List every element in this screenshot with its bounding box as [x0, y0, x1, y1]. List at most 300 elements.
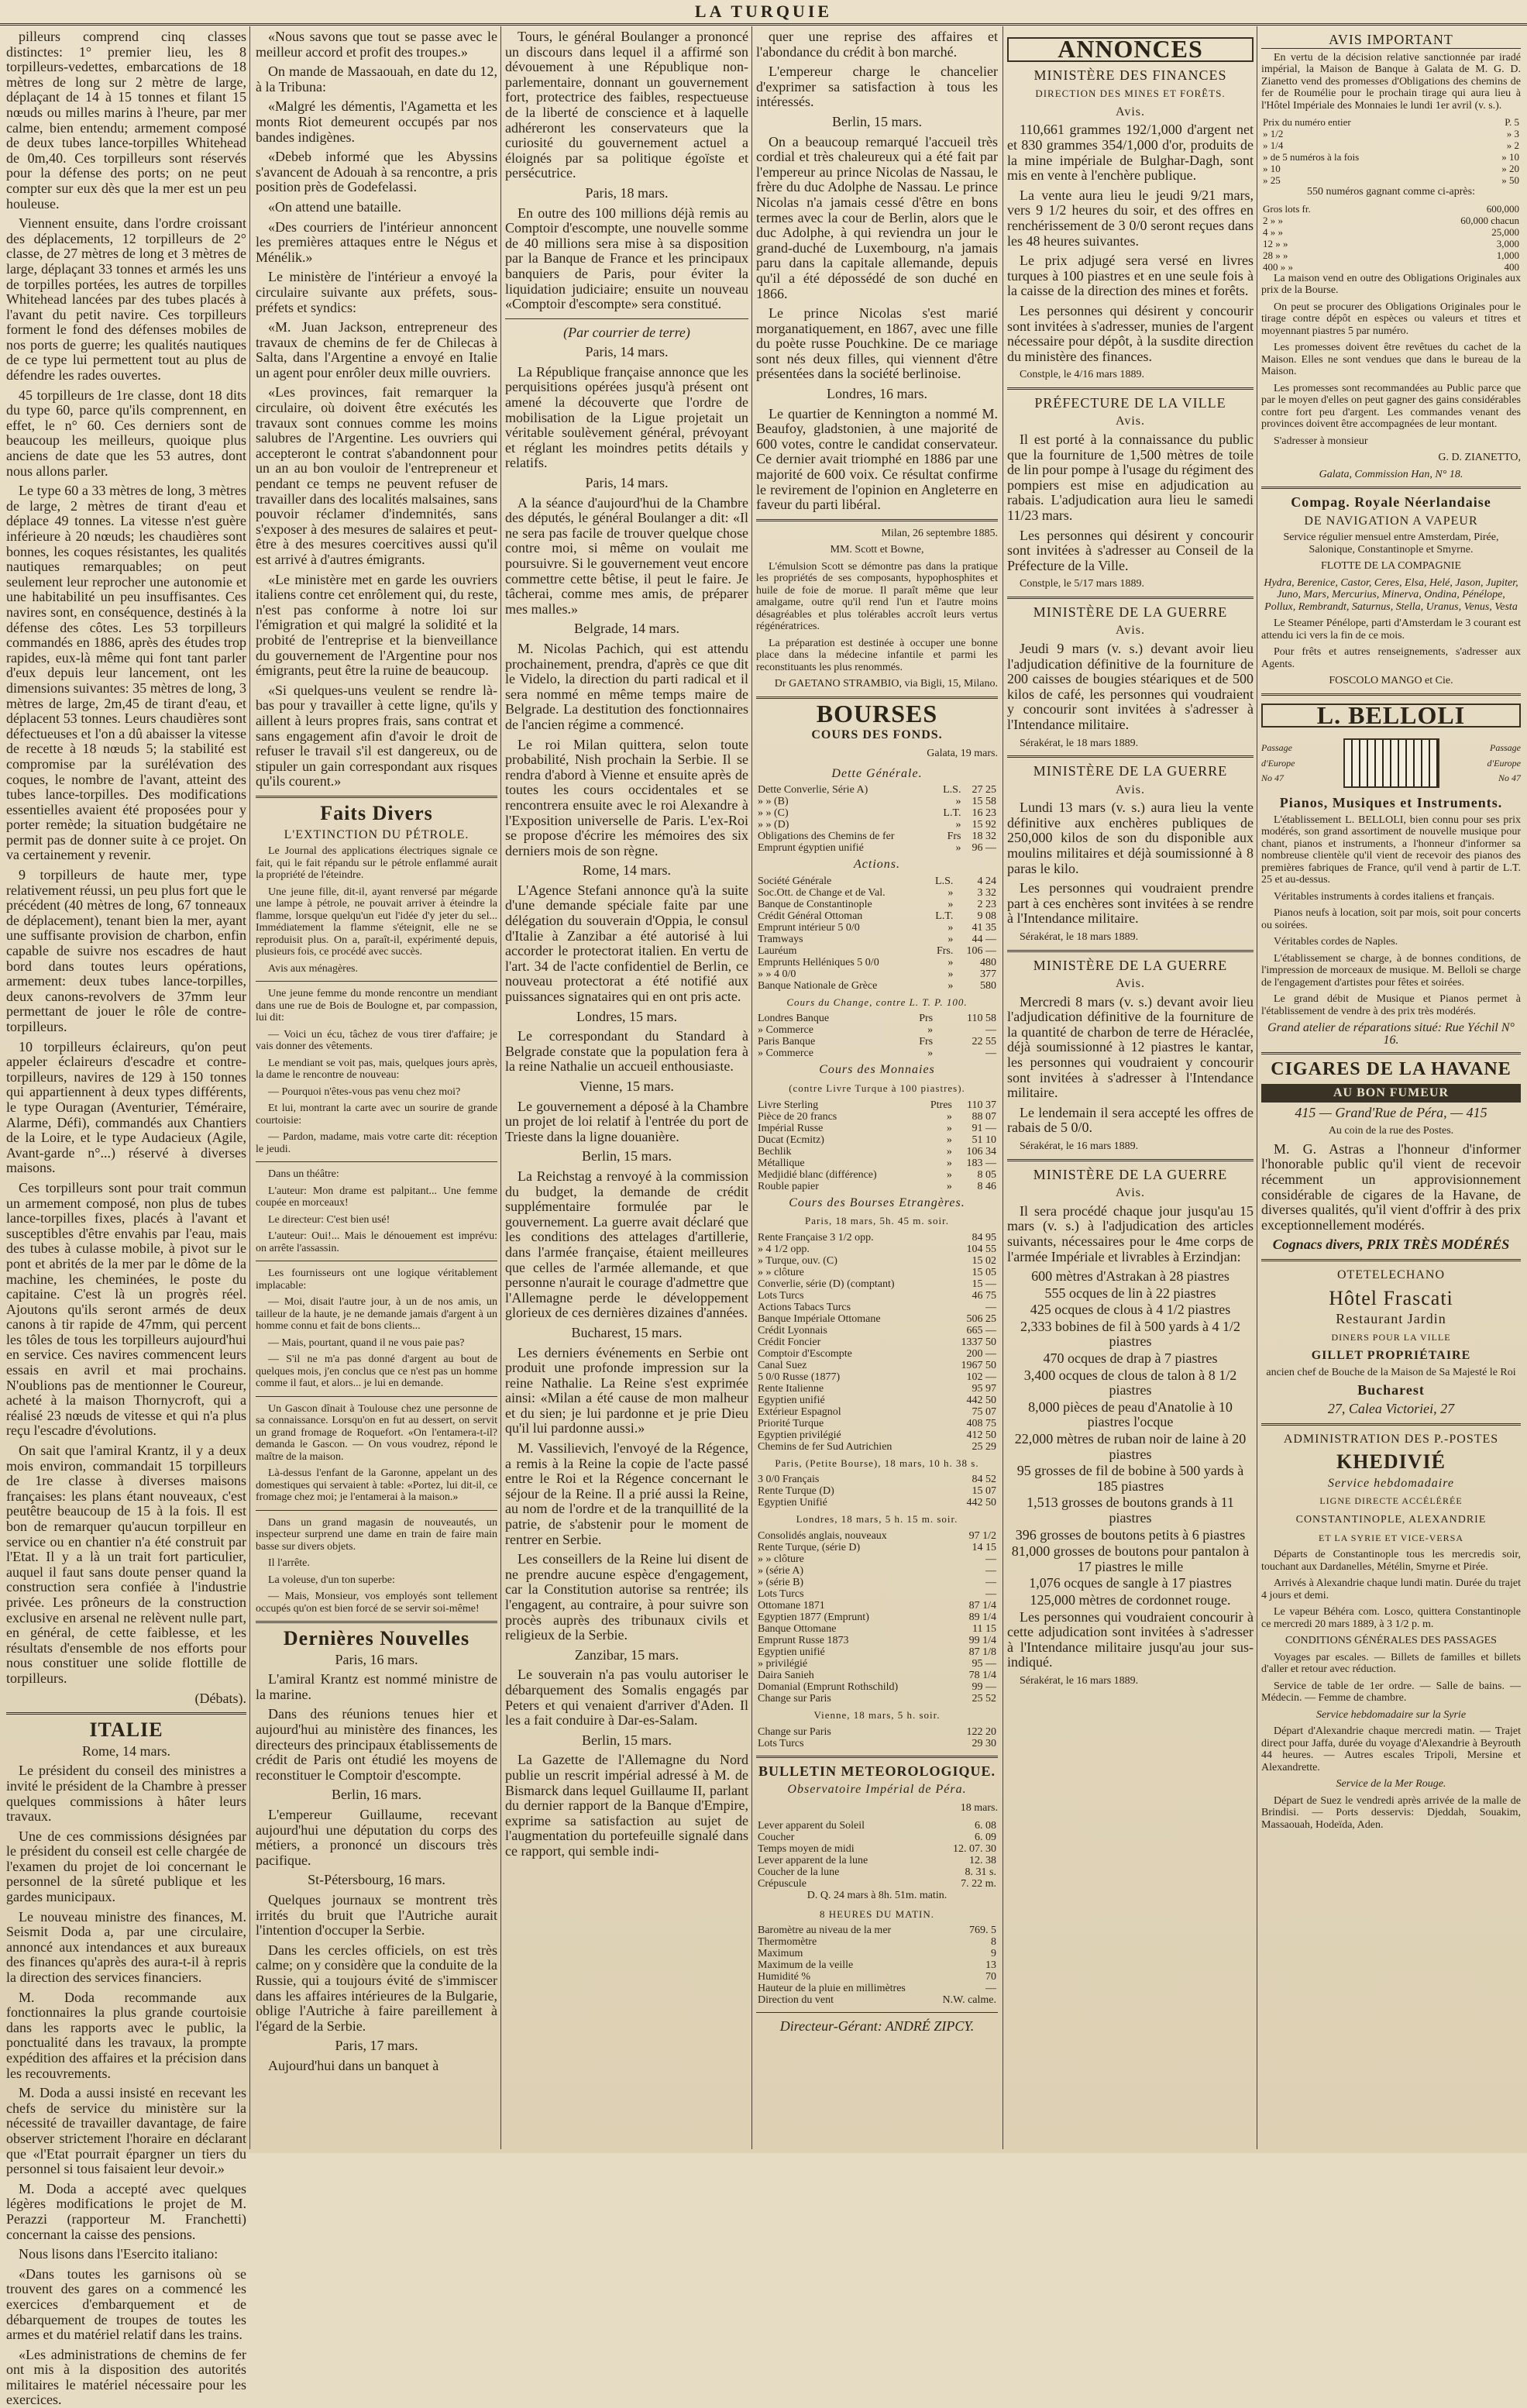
dette-table	[756, 784, 998, 854]
table-value-cell: 15 —	[972, 1278, 996, 1290]
etrangeres-row	[756, 1348, 998, 1360]
table-value-cell: —	[985, 1564, 996, 1577]
table-value-cell: 104 55	[966, 1243, 996, 1255]
table-subheading: 8 HEURES DU MATIN.	[820, 1907, 934, 1920]
table-value-cell: Ptres	[930, 1099, 952, 1111]
table-value-cell: 106 —	[966, 944, 996, 957]
advert-subheading: Service de la Mer Rouge.	[1336, 1778, 1446, 1791]
moon-phase: D. Q. 24 mars à 8h. 51m. matin.	[806, 1890, 947, 1902]
table-value-cell: 3,000	[1496, 237, 1519, 249]
table-value-cell: 22 55	[972, 1036, 996, 1048]
table-value-cell: Frs	[919, 1036, 934, 1048]
price-row	[1261, 128, 1521, 139]
advert-address: 27, Calea Victoriei, 27	[1327, 1400, 1455, 1416]
article-paragraph: — S'il ne m'a pas donné d'argent au bout de quelques mois, j'en conclus que ce n'est pas un homme comme il faut, et alors... je lui en demande.	[256, 1354, 497, 1390]
supply-item: 95 grosses de fil de bobine à 500 yards à 185 piastres	[1016, 1463, 1244, 1494]
table-label-cell: Direction du vent	[758, 1994, 834, 2007]
monnaies-row	[756, 1158, 998, 1169]
table-label-cell: » 25	[1263, 174, 1281, 187]
table-value-cell: »	[947, 886, 954, 899]
table-value-cell: Frs.	[936, 944, 954, 957]
etrangeres-table	[756, 1232, 998, 1453]
table-label-cell: Maximum de la veille	[758, 1959, 854, 1972]
section-heading-meteo: BULLETIN METEOROLOGIQUE.	[758, 1763, 996, 1779]
column-depeches	[505, 29, 748, 2145]
petite-bourse-row	[756, 1474, 998, 1485]
vienne-row	[756, 1738, 998, 1749]
advert-heading-belloli: L. BELLOLI	[1261, 703, 1521, 728]
table-label-cell: » Commerce	[758, 1047, 813, 1060]
table-label-cell: » Commerce	[758, 1024, 813, 1037]
advert-paragraph: L'établissement L. BELLOLI, bien connu pour ses prix modérés, son grand assortiment de nouvelle musique pour chant, pianos et instruments, a l'honneur d'informer sa nombreuse clientèle qu'il vient de recevoir des pianos des premières fabriques de France, qu'il vend à partir de L.T. 25 et au-dessus.	[1261, 814, 1521, 886]
table-value-cell: »	[946, 1157, 952, 1169]
actions-row	[756, 910, 998, 922]
actions-row	[756, 899, 998, 910]
dateline: Zanzibar, 15 mars.	[574, 1646, 679, 1663]
article-paragraph: Tours, le général Boulanger a prononcé un discours dans lequel il a affirmé son dévouement à une République non-parlementaire, donnant un gouvernement fort, protectrice des faibles, respectueuse de la liberté de conscience et à laquelle adhéreront les conservateurs que la curiosité du gouvernement actuel a éloignés par sa politique égoïste et persécutrice.	[505, 29, 748, 181]
article-paragraph: Dans un théâtre:	[268, 1168, 339, 1181]
table-label-cell: Converlie, série (D) (comptant)	[758, 1278, 895, 1290]
londres-row	[756, 1623, 998, 1635]
table-label-cell: Pièce de 20 francs	[758, 1110, 837, 1123]
section-heading-bourses: BOURSES	[816, 699, 938, 728]
table-value-cell: 506 25	[966, 1312, 996, 1325]
table-value-cell: 480	[980, 956, 996, 968]
londres-row	[756, 1693, 998, 1705]
advert-paragraph: Les promesses doivent être revêtues du cachet de la Maison. Elles ne sont vendues que dans le bureau de la Maison.	[1261, 342, 1521, 378]
londres-row	[756, 1670, 998, 1681]
table-label-cell: Métallique	[758, 1157, 805, 1169]
notice-paragraph: Il sera procédé chaque jour jusqu'au 15 mars (v. s.) à l'adjudication des articles suivants, nécessaires pour le 4me corps de l'armée Impériale et livrables à Erzindjan:	[1007, 1202, 1254, 1264]
table-label-cell: Canal Suez	[758, 1359, 807, 1371]
article-paragraph: Aujourd'hui dans un banquet à	[268, 2057, 439, 2073]
price-row	[1261, 116, 1521, 128]
dateline: Paris, 16 mars.	[335, 1651, 418, 1667]
table-label-cell: Maximum	[758, 1948, 803, 1960]
article-paragraph: Le directeur: C'est bien usé!	[268, 1213, 390, 1226]
table-subheading: Vienne, 18 mars, 5 h. soir.	[813, 1708, 941, 1721]
table-value-cell: 110 58	[967, 1013, 996, 1025]
table-value-cell: »	[947, 968, 954, 980]
supply-item: 8,000 pièces de peau d'Anatolie à 10 piastres l'ocque	[1028, 1398, 1233, 1430]
table-value-cell: 60,000 chacun	[1460, 214, 1519, 226]
etrangeres-row	[756, 1290, 998, 1302]
table-label-cell: Egyptien privilégié	[758, 1429, 841, 1441]
change-table	[756, 1013, 998, 1059]
etrangeres-row	[756, 1360, 998, 1371]
advert-paragraph: Véritables instruments à cordes italiens et français.	[1274, 890, 1494, 903]
meteo-row	[756, 1843, 998, 1855]
table-value-cell: 16 23	[972, 807, 996, 820]
fleet-list: Hydra, Berenice, Castor, Ceres, Elsa, Helé, Jason, Jupiter, Juno, Mars, Mercurius, Minerva, Ondina, Pénélope, Pollux, Rembrandt, Saturnus, Stella, Uranus, Venus, Vesta	[1264, 576, 1518, 613]
table-value-cell: L.T.	[935, 910, 954, 922]
article-paragraph: Ces torpilleurs sont pour trait commun un armement composé, non plus de tubes lance-torpilles fixes, placés à l'avant et susceptibles d'être envahis par l'eau, mais des tubes à culasse mobile, à pivot sur le pont et abrités de la mer par le dôme de la machine, les cheminées, le poste du capitaine. C'est là un progrès réel. Ajoutons qu'ils seront armés de deux canons à tir rapide de 47mm, qui percent les tôles de tous les torpilleurs aujourd'hui en service. Ces navires commencent leurs essais en avril et mai prochains. N'oublions pas de mentionner le Coureur, acheté à la maison Thornycroft, qui a réalisé 23 nœuds de vitesse et qui n'a plus reçu l'escadre d'évolutions.	[6, 1179, 246, 1439]
table-value-cell: 15 58	[972, 796, 996, 808]
notice-date: Constple, le 5/17 mars 1889.	[1020, 578, 1144, 590]
article-paragraph: Une de ces commissions désignées par le président du conseil est celle chargée de l'examen du projet de loi concernant le personnel de la sûreté publique et les gardes municipaux.	[6, 1828, 246, 1905]
advert-paragraph: Arrivés à Alexandrie chaque lundi matin. Durée du trajet 4 jours et demi.	[1261, 1577, 1521, 1601]
supply-item: 470 ocques de drap à 7 piastres	[1043, 1350, 1218, 1367]
article-paragraph: Le président du conseil des ministres a invité le président de la Chambre à presser quelques commissions à hâter leurs travaux.	[6, 1763, 246, 1825]
table-label-cell: 400 » »	[1263, 260, 1293, 273]
matin-row	[756, 1925, 998, 1936]
lots-row	[1261, 261, 1521, 273]
dateline: Berlin, 16 mars.	[332, 1787, 421, 1803]
table-label-cell: » Turque, ouv. (C)	[758, 1254, 837, 1267]
matin-row	[756, 1936, 998, 1948]
table-label-cell: Egyptien 1877 (Emprunt)	[758, 1611, 869, 1623]
supply-item: 1,076 ocques de sangle à 17 piastres	[1029, 1575, 1232, 1591]
article-paragraph: quer une reprise des affaires et l'abondance du crédit à bon marché.	[756, 29, 998, 60]
table-value-cell: »	[947, 979, 954, 992]
article-paragraph: Là-dessus l'enfant de la Garonne, appelant un des domestiques qui servaient à table: «Portez, lui dit-il, ce fromage chez moi; je l'entamerai à la maison.»	[256, 1467, 497, 1504]
article-paragraph: M. Doda recommande aux fonctionnaires la plus grande courtoisie dans les rapports avec le public, la ponctualité dans les travaux, la prompte expédition des affaires et la précision dans les recouvrements.	[6, 1989, 246, 2081]
table-subheading: Londres, 18 mars, 5 h. 15 m. soir.	[796, 1513, 958, 1526]
notice-paragraph: Lundi 13 mars (v. s.) aura lieu la vente définitive aux enchères publiques de 250,000 kilos de son du disponible aux moulins militaires et déjà soumissionné à 8 paras le kilo.	[1007, 800, 1254, 876]
dette-row	[756, 784, 998, 796]
notice-heading: MINISTÈRE DES FINANCES	[1033, 67, 1227, 83]
table-label-cell: Banque Impériale Ottomane	[758, 1312, 881, 1325]
table-label-cell: » privilégié	[758, 1657, 808, 1670]
table-value-cell: »	[946, 1122, 952, 1134]
article-paragraph: Le souverain n'a pas voulu autoriser le débarquement des Somalis engagés par Peters et qui venaient d'arriver d'Aden. Il les a fait conduire à Dar-es-Salam.	[505, 1667, 748, 1729]
matin-row	[756, 1994, 998, 2006]
monnaies-row	[756, 1181, 998, 1192]
advert-paragraph: On peut se procurer des Obligations Originales pour le tirage contre dépôt en espèces ou valeurs et titres et moyennant piastres 5 par numéro.	[1261, 301, 1521, 337]
etrangeres-row	[756, 1418, 998, 1429]
lots-table	[1261, 203, 1521, 273]
advert-paragraph: Les promesses sont recommandées au Public parce que par le moyen d'elles on peut gagner des gains considérables contre fort peu d'argent. Les commandes venant des provinces doivent être accompagnées de leur montant.	[1261, 382, 1521, 431]
section-divider	[1261, 1423, 1521, 1426]
table-value-cell: 41 35	[972, 921, 996, 934]
article-paragraph: Un Gascon dînait à Toulouse chez une personne de sa connaissance. Lorsqu'on en fut au dessert, on servit un grand fromage de Roquefort. «On l'entamera-t-il? demanda le Gascon. — On vous voudrez, répond le maître de la maison.	[256, 1402, 497, 1463]
table-value-cell: 13	[985, 1959, 996, 1972]
notice-avis: Avis.	[1115, 415, 1146, 428]
advert-subheading: AU BON FUMEUR	[1261, 1084, 1521, 1103]
londres-row	[756, 1577, 998, 1588]
advert-paragraph: Grand atelier de réparations situé: Rue Yéchil N° 16.	[1267, 1021, 1515, 1047]
notice-heading: MINISTÈRE DE LA GUERRE	[1033, 763, 1228, 779]
table-value-cell: L.T.	[943, 807, 961, 820]
table-value-cell: 25 29	[972, 1440, 996, 1453]
divider	[256, 981, 497, 982]
table-label-cell: Lots Turcs	[758, 1588, 804, 1600]
article-paragraph: Il l'arrête.	[268, 1557, 310, 1570]
notice-heading: MINISTÈRE DE LA GUERRE	[1033, 957, 1228, 973]
notice-subheading: DIRECTION DES MINES ET FORÊTS.	[1035, 88, 1226, 100]
table-label-cell: Crédit Lyonnais	[758, 1324, 827, 1336]
article-paragraph: — Mais, pourtant, quand il ne vous paie pas?	[268, 1336, 465, 1349]
table-value-cell: »	[927, 1047, 934, 1060]
advert-paragraph: Départ de Suez le vendredi après arrivée de la malle de Brindisi. — Ports desservis: Djeddah, Souakim, Massaouah, Hodeïda, Aden.	[1261, 1794, 1521, 1831]
piano-icon	[1343, 738, 1439, 788]
advert-heading-khedivie: KHEDIVIÉ	[1336, 1450, 1446, 1474]
article-paragraph: Le prince Nicolas s'est marié morganatiquement, en 1867, avec une fille du poète russe Pouchkine. De ce mariage sont nés deux filles, qui viennent d'être présentées dans la société berlinoise.	[756, 305, 998, 382]
article-paragraph: «Dans toutes les garnisons où se trouvent des gares on a commencé les exercices d'embarquement et de débarquement de troupes de toutes les armes et du matériel relatif dans les trains.	[6, 2265, 246, 2343]
etrangeres-row	[756, 1302, 998, 1313]
etrangeres-row	[756, 1325, 998, 1336]
article-paragraph: «Des courriers de l'intérieur annoncent les premières attaques entre le Négus et Ménélik.»	[256, 218, 497, 265]
table-value-cell: » 3	[1506, 128, 1519, 140]
supply-item: 396 grosses de boutons petits à 6 piastres	[1015, 1526, 1246, 1543]
dateline: Belgrade, 14 mars.	[574, 621, 679, 637]
table-label-cell: 5 0/0 Russe (1877)	[758, 1371, 841, 1383]
advert-heading-hotel: Hôtel Frascati	[1329, 1286, 1453, 1309]
article-paragraph: Dans un grand magasin de nouveautés, un inspecteur surprend une dame en train de faire main basse sur divers objets.	[256, 1516, 497, 1553]
advert-paragraph: Cognacs divers, PRIX TRÈS MODÉRÉS	[1272, 1237, 1510, 1253]
dette-row	[756, 842, 998, 854]
table-value-cell: 95 97	[972, 1382, 996, 1395]
table-value-cell: —	[985, 1576, 996, 1588]
dateline: 18 mars.	[960, 1801, 998, 1814]
dateline: Berlin, 15 mars.	[582, 1732, 672, 1748]
table-value-cell: 442 50	[966, 1497, 996, 1509]
table-heading: Cours des Bourses Etrangères.	[789, 1195, 965, 1209]
supply-item: 600 mètres d'Astrakan à 28 piastres	[1031, 1268, 1230, 1285]
article-paragraph: Les derniers événements en Serbie ont produit une profonde impression sur la reine Nathalie. La Reine s'est exprimée ainsi: «Milan a été cause de mon malheur et du sien; je lui pardonne et je prie Dieu qu'il lui pardonne aussi.»	[505, 1344, 748, 1436]
article-paragraph: 45 torpilleurs de 1re classe, dont 18 dits du type 60, parce qu'ils comprennent, en effet, le n° 60. Ces derniers sont de beaucoup les meilleurs, quoique plus anciens de date que les 53 autres, dont nous allons parler.	[6, 387, 246, 479]
table-label-cell: » » clôture	[758, 1266, 804, 1278]
meteo-row	[756, 1878, 998, 1890]
advert-address: 415 — Grand'Rue de Péra, — 415	[1295, 1104, 1487, 1120]
londres-row	[756, 1553, 998, 1565]
article-paragraph: L'auteur: Mon drame est palpitant... Une femme coupée en morceaux!	[256, 1185, 497, 1209]
advert-subheading: LIGNE DIRECTE ACCÉLÉRÉE	[1319, 1495, 1463, 1507]
article-paragraph: Le quartier de Kennington a nommé M. Beaufoy, gladstonien, à une majorité de 600 votes, contre le candidat conservateur. Ce dernier avait triomphé en 1886 par une majorité de 600 voix. Ce résultat confirme le revirement de l'opinion en Angleterre en faveur du parti libéral.	[756, 405, 998, 513]
londres-row	[756, 1635, 998, 1646]
meteo-row	[756, 1832, 998, 1843]
table-label-cell: » » (C)	[758, 807, 789, 820]
advert-paragraph: Service de table de 1er ordre. — Salle de bains. — Médecin. — Femme de chambre.	[1261, 1680, 1521, 1705]
table-value-cell: 70	[985, 1971, 996, 1983]
table-value-cell: 15 02	[972, 1254, 996, 1267]
column-faits-divers	[256, 29, 497, 2145]
table-value-cell: »	[946, 1110, 952, 1123]
table-value-cell: 2 23	[977, 898, 996, 910]
article-paragraph: La République française annonce que les perquisitions opérées jusqu'à présent ont amené la découverte que l'ordre de mobilisation de la Ligue projetait un véritable soulèvement général, prévoyant et réglant les moindres petits détails y relatifs.	[505, 363, 748, 471]
article-paragraph: L'empereur Guillaume, recevant aujourd'hui une députation du corps des métiers, a prononcé un discours très pacifique.	[256, 1807, 497, 1868]
dateline: Paris, 14 mars.	[585, 475, 669, 491]
table-label-cell: » 4 1/2 opp.	[758, 1243, 810, 1255]
table-value-cell: —	[985, 1047, 996, 1060]
table-value-cell: 4 24	[977, 875, 996, 887]
lots-row	[1261, 215, 1521, 226]
price-row	[1261, 163, 1521, 174]
actions-row	[756, 934, 998, 945]
table-label-cell: Hauteur de la pluie en millimètres	[758, 1983, 906, 1995]
dateline: St-Pétersbourg, 16 mars.	[308, 1872, 445, 1888]
table-value-cell: 665 —	[966, 1324, 996, 1336]
advert-paragraph: Service régulier mensuel entre Amsterdam, Pirée, Salonique, Constantinople et Smyrne.	[1283, 531, 1499, 556]
table-label-cell: Lots Turcs	[758, 1737, 804, 1749]
section-divider	[756, 519, 998, 521]
section-divider	[1007, 387, 1254, 390]
londres-row	[756, 1681, 998, 1693]
table-value-cell: 1,000	[1496, 249, 1519, 261]
article-paragraph: «M. Juan Jackson, entrepreneur des travaux de chemins de fer de Chilecas à Salta, dans l'Argentine a envoyé en Italie un agent pour enrôler deux mille ouvriers.	[256, 319, 497, 380]
table-value-cell: 1337 50	[961, 1336, 996, 1348]
article-paragraph: En outre des 100 millions déjà remis au Comptoir d'escompte, une nouvelle somme de 40 millions sera mise à sa disposition par la Banque de France et les principaux banquiers de Paris, pour éviter la liquidation judiciaire; ensuite un nouveau «Comptoir d'escompte» sera constitué.	[505, 205, 748, 312]
londres-row	[756, 1600, 998, 1612]
table-label-cell: » 1/2	[1263, 128, 1284, 140]
table-value-cell: 408 75	[966, 1417, 996, 1429]
column-torpilleurs-italie	[6, 29, 246, 2408]
advert-paragraph: M. G. Astras a l'honneur d'informer l'honorable public qu'il vient de recevoir récemment un approvisionnement considérable de cigares de la Havane, de diverses qualités, qu'il vient d'offrir à des prix exceptionnellement modérés.	[1261, 1140, 1521, 1233]
article-paragraph: «Malgré les démentis, l'Agametta et les monts Riot demeurent occupés par nos bandes indigènes.	[256, 98, 497, 145]
notice-paragraph: 110,661 grammes 192/1,000 d'argent net et 830 grammes 354/1,000 d'or, produits de la mine impériale de Bulghar-Dagh, sont mis en vente à l'enchère publique.	[1007, 122, 1254, 184]
table-value-cell: 412 50	[966, 1429, 996, 1441]
article-paragraph: Quelques journaux se montrent très irrités du bruit que l'Autriche aurait l'intention d'occuper la Serbie.	[256, 1892, 497, 1938]
column-rule	[500, 26, 501, 2149]
notice-heading: MINISTÈRE DE LA GUERRE	[1033, 604, 1228, 620]
actions-row	[756, 945, 998, 957]
table-value-cell: 9 08	[977, 910, 996, 922]
londres-row	[756, 1612, 998, 1623]
price-table	[1261, 116, 1521, 186]
table-label-cell: Livre Sterling	[758, 1099, 819, 1111]
vienne-table	[756, 1726, 998, 1749]
article-source: (Débats).	[194, 1690, 246, 1706]
table-value-cell: 1967 50	[961, 1359, 996, 1371]
table-label-cell: Gros lots fr.	[1263, 202, 1311, 215]
notice-avis: Avis.	[1115, 1186, 1146, 1200]
table-label-cell: Société Générale	[758, 875, 832, 887]
article-paragraph: pilleurs comprend cinq classes distinctes: 1° premier lieu, les 8 torpilleurs-vedettes, embarcations de 18 mètres de long sur 2 mètre de large, déplaçant de 14 à 15 tonnes et filant 15 nœuds ou milles marins à l'heure, par mer calme, bien entendu; armement composé de deux tubes lance-torpilles Whitehead de 0m,40. Ces torpilleurs sont réservés pour la défense des ports; on ne peut compter sur eux dès que la mer est un peu houleuse.	[6, 29, 246, 212]
table-label-cell: Banque Nationale de Grèce	[758, 979, 878, 992]
article-paragraph: Le mendiant se voit pas, mais, quelques jours après, la dame le rencontre de nouveau:	[256, 1057, 497, 1082]
newspaper-title: LA TURQUIE	[694, 2, 833, 21]
londres-row	[756, 1658, 998, 1670]
etrangeres-row	[756, 1429, 998, 1441]
table-value-cell: 18 32	[972, 831, 996, 843]
table-label-cell: Extérieur Espagnol	[758, 1405, 841, 1418]
article-paragraph: — Moi, disait l'autre jour, à un de nos amis, un tailleur de la haute, je ne demande jamais d'argent à un homme connu et fait de bons clients...	[256, 1296, 497, 1333]
supply-item: 1,513 grosses de boutons grands à 11 piastres	[1027, 1495, 1234, 1526]
table-subheading: Paris, (Petite Bourse), 18 mars, 10 h. 38 s.	[775, 1457, 979, 1469]
meteo-table	[756, 1820, 998, 1890]
article-paragraph: Dans des réunions tenues hier et aujourd'hui au ministère des finances, les directeurs des principaux établissements de crédit de Paris ont étudié les moyens de reconstituer le Comptoir d'escompte.	[256, 1706, 497, 1783]
advert-paragraph: En vertu de la décision relative sanctionnée par iradé impérial, la Maison de Banque à Galata de M. G. D. Zianetto vend des promesses d'Obligations des chemins de fer de Roumélie pour le prochain tirage qui aura lieu à l'Hôtel Impériale des Monnaies le lundi 1er avril (v. s.).	[1261, 51, 1521, 112]
supply-item: 555 ocques de lin à 22 piastres	[1044, 1285, 1216, 1301]
matin-table	[756, 1925, 998, 2006]
article-paragraph: Une jeune femme du monde rencontre un mendiant dans une rue de Bois de Boulogne et, par compassion, lui dit:	[256, 988, 497, 1024]
table-value-cell: 442 50	[966, 1394, 996, 1406]
table-subheading: Paris, 18 mars, 5h. 45 m. soir.	[805, 1215, 949, 1227]
advert-subheading: ET LA SYRIE ET VICE-VERSA	[1318, 1532, 1463, 1543]
table-value-cell: 84 52	[972, 1474, 996, 1486]
table-heading: Cours des Monnaies	[819, 1063, 935, 1077]
table-value-cell: 15 05	[972, 1266, 996, 1278]
table-label-cell: 2 » »	[1263, 214, 1283, 226]
etrangeres-row	[756, 1371, 998, 1383]
divider	[256, 1161, 497, 1162]
article-paragraph: «Debeb informé que les Abyssins s'avancent de Adouah à sa rencontre, a pris position près de Godefelassi.	[256, 149, 497, 195]
matin-row	[756, 1948, 998, 1959]
advert-date: Milan, 26 septembre 1885.	[881, 527, 998, 539]
article-paragraph: On sait que l'amiral Krantz, il y a deux mois environ, commandait 15 torpilleurs de 1re classe à diverses maisons françaises: les plans étant nouveaux, c'est peutêtre beaucoup de 15 à la fois. Il est bon de remarquer qu'aucun torpilleur en service ou en chantier n'a été construit par l'Etat. Il y a là un trait fort particulier, auquel il faut sans doute penser quand la construction sera confiée à l'industrie privée. Les prôneurs de la construction exclusive en arsenal ne relèvent nulle part, en général, de cette faiblesse, et les résultats d'ensemble de nos efforts pour nous constituer une solide flottille de torpilleurs.	[6, 1443, 246, 1686]
change-row	[756, 1036, 998, 1047]
advert-paragraph: Pour frêts et autres renseignements, s'adresser aux Agents.	[1261, 646, 1521, 670]
table-label-cell: » » (D)	[758, 819, 789, 831]
advert-paragraph: L'émulsion Scott se démontre pas dans la pratique les propriétés de ses composants, hypophosphites et huile de foie de morue. Il paraît même que leur amalgame, outre qu'il rend l'un et l'autre moins désagréables et plus tolérables accroît leurs vertus régénératrices.	[756, 560, 998, 633]
supply-item: 425 ocques de clous à 4 1/2 piastres	[1030, 1302, 1231, 1318]
londres-row	[756, 1588, 998, 1600]
advert-signature: Dr GAETANO STRAMBIO, via Bigli, 15, Milano.	[774, 678, 998, 690]
table-label-cell: Thermomètre	[758, 1936, 817, 1949]
pharma-advert	[756, 528, 998, 690]
notice-date: Sérakérat, le 16 mars 1889.	[1020, 1140, 1139, 1153]
table-label-cell: Consolidés anglais, nouveaux	[758, 1529, 887, 1542]
dateline: Berlin, 15 mars.	[832, 113, 922, 129]
londres-table	[756, 1530, 998, 1705]
table-label-cell: Coucher de la lune	[758, 1866, 840, 1879]
etrangeres-row	[756, 1313, 998, 1325]
table-value-cell: Frs	[947, 831, 961, 843]
article-paragraph: 9 torpilleurs de haute mer, type relativement réussi, un peu plus fort que le précédent (40 mètres de long, 67 tonneaux de déplacement), tenant bien la mer, ayant une suffisante provision de charbon, enfin capable de suivre nos escadres de haut bord dans toutes leurs opérations, armement: deux tubes lance-torpilles, deux canons-revolvers de 37mm leur permettant de jouer le rôle de contre-torpilleurs.	[6, 867, 246, 1034]
dateline: Vienne, 15 mars.	[580, 1078, 674, 1094]
table-label-cell: Rente Italienne	[758, 1382, 824, 1395]
section-divider	[1007, 1159, 1254, 1161]
table-value-cell: 200 —	[966, 1347, 996, 1360]
table-subheading: (contre Livre Turque à 100 piastres).	[789, 1082, 965, 1094]
article-paragraph: — Pardon, madame, mais votre carte dit: réception le jeudi.	[256, 1131, 497, 1155]
article-paragraph: Nous lisons dans l'Esercito italiano:	[19, 2246, 218, 2262]
dateline: Galata, 19 mars.	[927, 748, 998, 759]
table-label-cell: Prix du numéro entier	[1263, 116, 1351, 129]
table-value-cell: 91 —	[972, 1122, 996, 1134]
meteo-row	[756, 1855, 998, 1866]
price-row	[1261, 151, 1521, 163]
table-label-cell: Crépuscule	[758, 1878, 806, 1890]
table-label-cell: Rente Turque, (série D)	[758, 1541, 861, 1553]
table-heading: Dette Générale.	[831, 766, 923, 780]
table-label-cell: Dette Converlie, Série A)	[758, 784, 868, 796]
monnaies-row	[756, 1169, 998, 1181]
change-row	[756, 1024, 998, 1036]
dateline: Paris, 14 mars.	[585, 344, 669, 360]
advert-addressee: MM. Scott et Bowne,	[830, 544, 924, 556]
advert-subheading: DE NAVIGATION A VAPEUR	[1304, 514, 1478, 528]
table-label-cell: Baromètre au niveau de la mer	[758, 1925, 892, 1937]
monnaies-row	[756, 1123, 998, 1134]
masthead	[0, 0, 1527, 26]
belloli-address-right: Passage d'Europe No 47	[1487, 741, 1521, 784]
table-value-cell: 102 —	[966, 1371, 996, 1383]
table-value-cell: 110 37	[967, 1099, 996, 1111]
notice-paragraph: La vente aura lieu le jeudi 9/21 mars, vers 9 1/2 heures du soir, et des offres en renchérissement de 3 0/0 seront reçues dans les 48 heures suivantes.	[1007, 187, 1254, 249]
table-value-cell: 8	[991, 1936, 996, 1949]
petite-bourse-row	[756, 1497, 998, 1508]
article-paragraph: — Voici un écu, tâchez de vous tirer d'affaire; je vais donner des vêtements.	[256, 1028, 497, 1053]
article-paragraph: Dans les cercles officiels, on est très calme; on y considère que la conduite de la Russie, qui a toujours évité de s'immiscer dans les affaires intérieures de la Bulgarie, oblige l'Autriche à faire pareillement à l'égard de la Serbie.	[256, 1942, 497, 2034]
table-value-cell: 8 05	[977, 1168, 996, 1181]
table-value-cell: »	[947, 933, 954, 945]
article-paragraph: La voleuse, d'un ton superbe:	[268, 1574, 395, 1586]
article-paragraph: M. Vassilievich, l'envoyé de la Régence, a remis à la Reine la copie de l'acte passé entre le Roi et la Régence concernant le séjour de la Reine. Il a prié aussi la Reine, au nom de l'ordre et de la tranquillité de la patrie, de s'abstenir pour le moment de rentrer en Serbie.	[505, 1440, 748, 1547]
lots-row	[1261, 238, 1521, 249]
table-label-cell: Egyptien unifié	[758, 1646, 825, 1658]
londres-row	[756, 1565, 998, 1577]
table-label-cell: 28 » »	[1263, 249, 1288, 261]
advert-subheading: CONSTANTINOPLE, ALEXANDRIE	[1295, 1513, 1487, 1526]
etrangeres-row	[756, 1383, 998, 1395]
notice-avis: Avis.	[1115, 977, 1146, 991]
article-paragraph: L'auteur: Oui!... Mais le dénouement est imprévu: on arrête l'assassin.	[256, 1230, 497, 1254]
table-label-cell: Crédit Foncier	[758, 1336, 821, 1348]
notice-paragraph: Les personnes qui voudraient prendre part à ces enchères sont invitées à se rendre à l'Intendance militaire.	[1007, 880, 1254, 927]
advert-paragraph: 550 numéros gagnant comme ci-après:	[1307, 186, 1475, 198]
price-row	[1261, 139, 1521, 151]
